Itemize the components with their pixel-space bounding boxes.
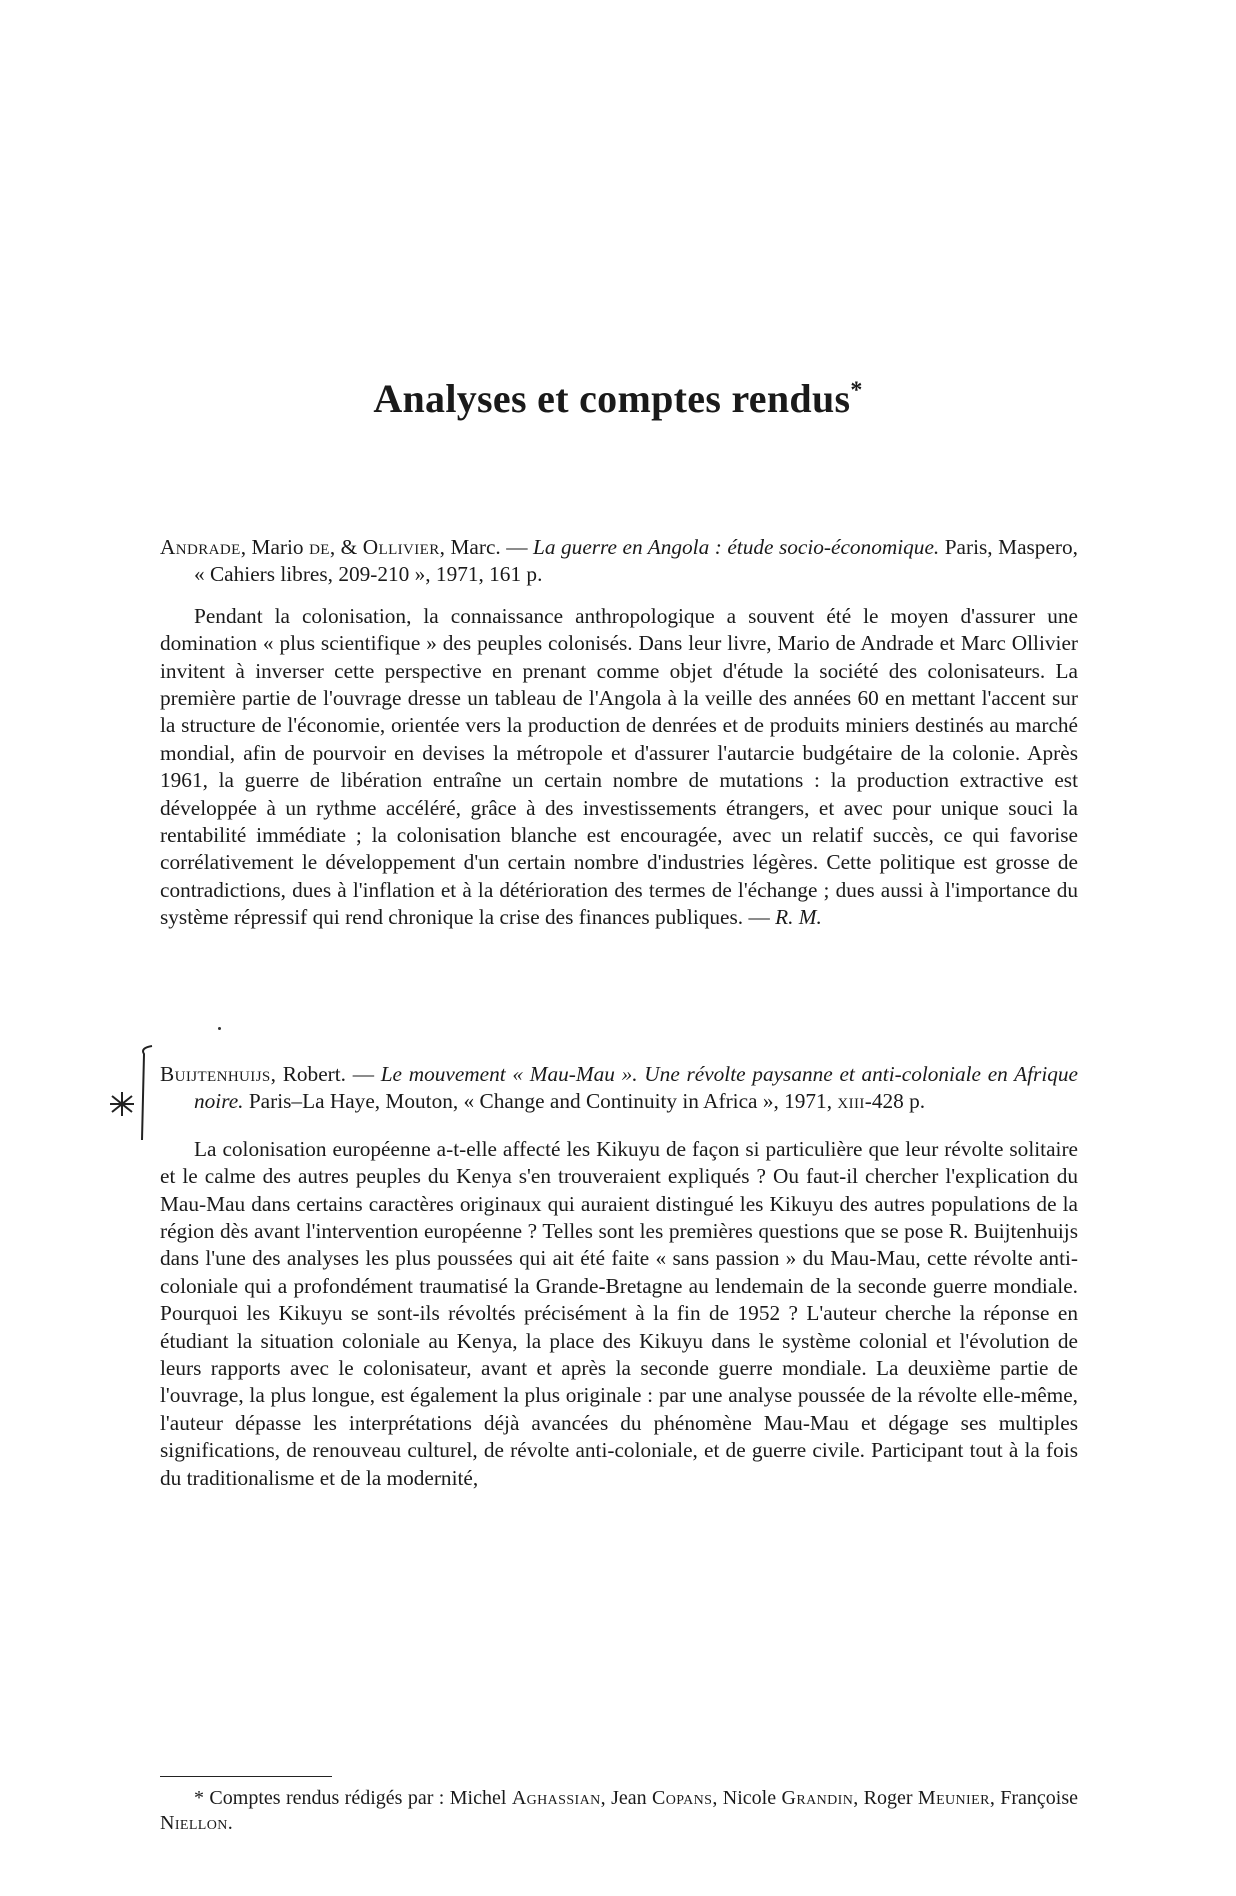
title-footnote-mark: * (850, 377, 863, 404)
publisher-info: Paris–La Haye, Mouton, « Change and Continuity in Africa », 1971, (243, 1089, 838, 1114)
handwritten-bracket-star-icon (100, 1040, 160, 1150)
reviewer-initials: R. M. (775, 905, 822, 930)
book-title: La guerre en Angola : étude socio-économique. (533, 535, 940, 559)
publisher-info: Paris, Maspero, « Cahiers libres, 209-210 », 1971, 161 p. (194, 535, 1078, 587)
book-title: Le mouvement « Mau-Mau ». Une révolte paysanne et anti-coloniale en Afrique noire. (194, 1062, 1078, 1114)
footnote-rule (160, 1776, 332, 1777)
author-name: Ollivier (362, 535, 440, 559)
review-entry-2 (160, 1061, 1078, 1492)
review-entry-1 (160, 534, 1078, 932)
page-title: Analyses et comptes rendus* (373, 376, 863, 421)
entry-2-citation: Buijtenhuijs, Robert. — Le mouvement « Mau-Mau ». Une révolte paysanne et anti-coloniale en Afrique noire. Paris–La Haye, Mouton, « Change and Continuity in Africa », 1971, xiii-428 p. (160, 1062, 1078, 1114)
stray-mark (218, 1027, 221, 1030)
footnote: * Comptes rendus rédigés par : Michel Aghassian, Jean Copans, Nicole Grandin, Roger Meunier, Françoise Niellon. (160, 1787, 1078, 1834)
entry-2-body: La colonisation européenne a-t-elle affecté les Kikuyu de façon si particulière que leur révolte solitaire et le calme des autres peuples du Kenya s'en trouveraient expliqués ? Ou faut-il chercher l'explication du Mau-Mau dans certains caractères originaux qui auraient distingué les Kikuyu des autres populations de la région dès avant l'intervention européenne ? Telles sont les premières questions que se pose R. Buijtenhuijs dans l'une des analyses les plus poussées qui ait été faite « sans passion » du Mau-Mau, cette révolte anti-coloniale qui a profondément traumatisé la Grande-Bretagne au lendemain de la seconde guerre mondiale. Pourquoi les Kikuyu se sont-ils révoltés précisément à la fin de 1952 ? L'auteur cherche la réponse en étudiant la situation coloniale au Kenya, la place des Kikuyu dans le système colonial et l'évolution de leurs rapports avec le colonisateur, avant et après la seconde guerre mondiale. La deuxième partie de l'ouvrage, la plus longue, est également la plus originale : par une analyse poussée de la révolte elle-même, l'auteur dépasse les interprétations déjà avancées du phénomène Mau-Mau et dégage ses multiples significations, de renouveau culturel, de révolte anti-coloniale, et de guerre civile. Participant tout à la fois du traditionalisme et de la modernité, (160, 1136, 1078, 1490)
entry-1-body: Pendant la colonisation, la connaissance anthropologique a souvent été le moyen d'assurer une domination « plus scientifique » des peuples colonisés. Dans leur livre, Mario de Andrade et Marc Ollivier invitent à inverser cette perspective en prenant comme objet d'étude la société des colonisateurs. La première partie de l'ouvrage dresse un tableau de l'Angola à la veille des années 60 en mettant l'accent sur la structure de l'économie, orientée vers la production de denrées et de produits miniers destinés au marché mondial, afin de pourvoir en devises la métropole et d'assurer l'autarcie budgétaire de la colonie. Après 1961, la guerre de libération entraîne un certain nombre de mutations : la production extractive est développée à un rythme accéléré, grâce à des investissements étrangers, et avec pour unique souci la rentabilité immédiate ; la colonisation blanche est encouragée, avec un relatif succès, ce qui favorise corrélativement le développement d'un certain nombre d'industries légères. Cette politique est grosse de contradictions, dues à l'inflation et à la détérioration des termes de l'échange ; dues aussi à l'importance du système répressif qui rend chronique la crise des finances publiques. — R. M. (160, 603, 1078, 930)
entry-1-citation: Andrade, Mario de, & Ollivier, Marc. — La guerre en Angola : étude socio-économique. Paris, Maspero, « Cahiers libres, 209-210 », 1971, 161 p. (160, 535, 1078, 587)
author-name: Buijtenhuijs (160, 1062, 271, 1086)
author-name: Andrade (160, 535, 241, 559)
